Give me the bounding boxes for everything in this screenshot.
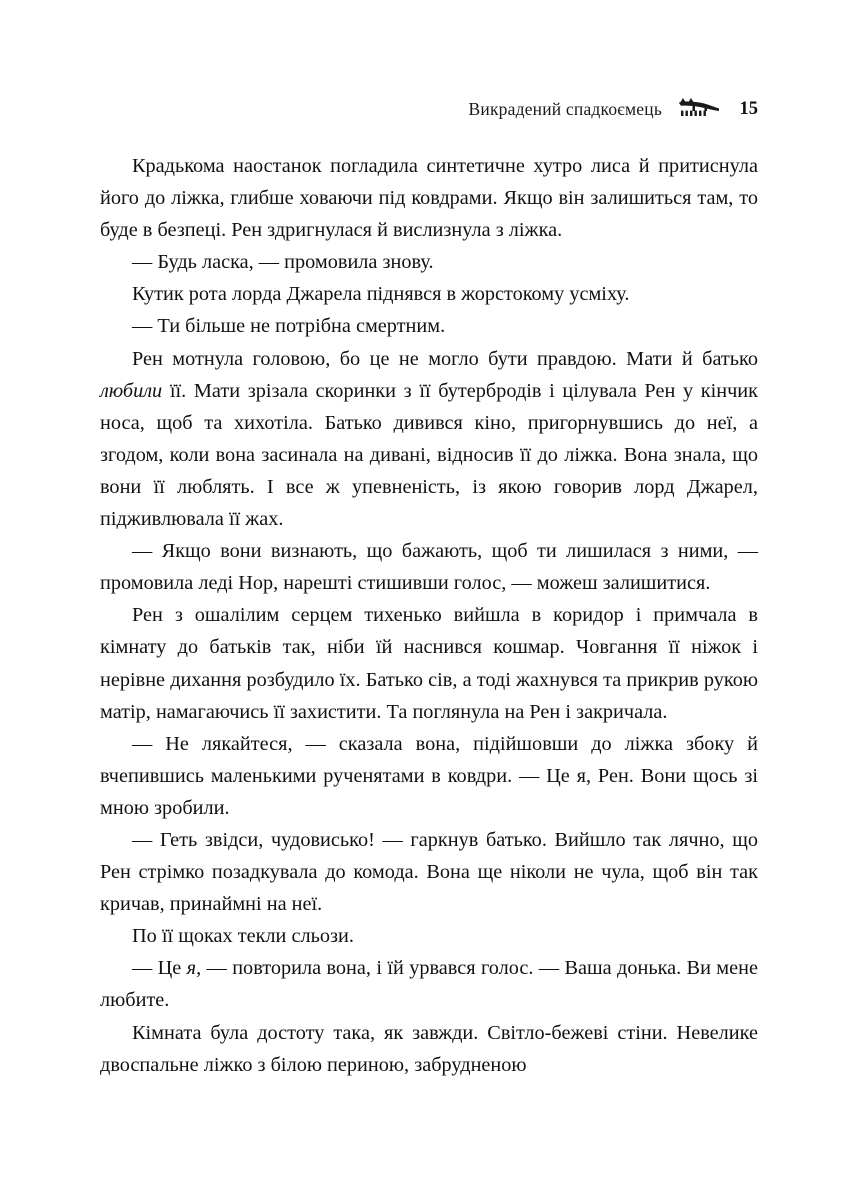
paragraph: Рен з ошалілим серцем тихенько вийшла в коридор і примчала в кімнату до батьків так, ніби їй наснився кошмар. Човгання її ніжок і нерівне дихання розбудило їх. Батько сів, а тоді жахнувся та прикрив рукою матір, намагаючись її захистити. Та поглянула на Рен і закричала.: [100, 604, 758, 723]
paragraph: Кутик рота лорда Джарела піднявся в жорстокому усміху.: [132, 283, 630, 306]
paragraph: Крадькома наостанок погладила синтетичне хутро лиса й притиснула його до ліжка, глибше ховаючи під ковдрами. Якщо він залишиться там, то буде в безпеці. Рен здригнулася й вислизнула з ліжка.: [100, 155, 758, 242]
paragraph: Кімната була достоту така, як завжди. Світло-бежеві стіни. Невелике двоспальне ліжко з білою периною, забрудненою: [100, 1021, 758, 1076]
paragraph: — Ти більше не потрібна смертним.: [132, 315, 446, 338]
paragraph: — Геть звідси, чудовисько! — гаркнув батько. Вийшло так лячно, що Рен стрімко позадкувала до комода. Вона ще ніколи не чула, щоб він так кричав, принаймні на неї.: [100, 828, 758, 916]
paragraph: — Це я, — повторила вона, і їй урвався голос. — Ваша донька. Ви мене любите.: [100, 957, 758, 1012]
paragraph: По її щоках текли сльози.: [132, 925, 354, 948]
running-head: [100, 92, 758, 126]
paragraph: Рен мотнула головою, бо це не могло бути правдою. Мати й батько любили її. Мати зрізала скоринки з її бутербродів і цілувала Рен у кінчик носа, щоб та хихотіла. Батько дивився кіно, пригорнувшись до неї, а згодом, коли вона засинала на дивані, відносив її до ліжка. Вона знала, що вони її люблять. І все ж упевненість, із якою говорив лорд Джарел, підживлювала її жах.: [100, 347, 758, 531]
running-head-title: Викрадений спадкоємець: [468, 98, 662, 119]
paragraph: — Будь ласка, — промовила знову.: [132, 251, 434, 274]
body-text: [100, 150, 758, 1081]
cat-ornament-icon: [676, 97, 722, 121]
paragraph: — Не лякайтеся, — сказала вона, підійшовши до ліжка збоку й вчепившись маленькими рученятами в ковдри. — Це я, Рен. Вони щось зі мною зробили.: [100, 732, 758, 819]
page-number: 15: [739, 98, 758, 119]
emphasized-text: любили: [100, 379, 163, 402]
emphasized-text: я: [186, 957, 197, 980]
paragraph: — Якщо вони визнають, що бажають, щоб ти лишилася з ними, — промовила леді Нор, нарешті стишивши голос, — можеш залишитися.: [100, 540, 758, 595]
